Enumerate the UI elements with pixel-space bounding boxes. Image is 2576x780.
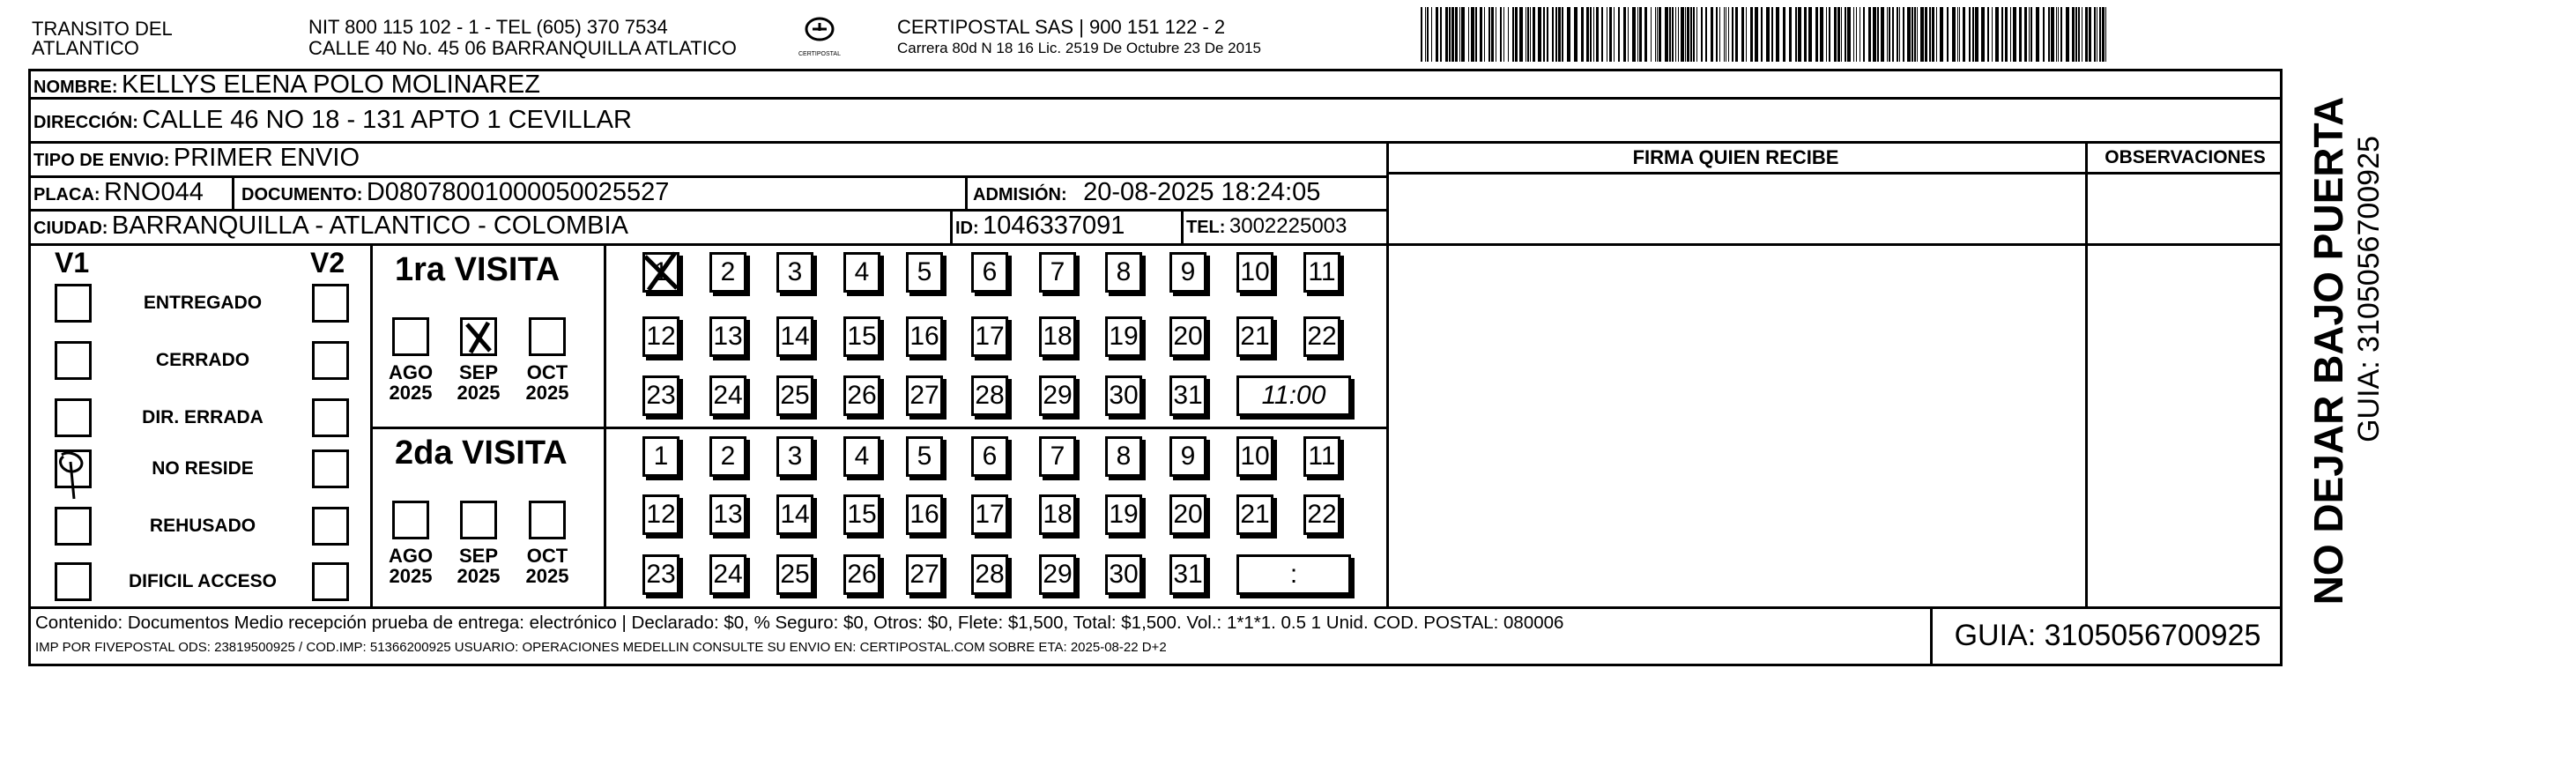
first-visit-day-19[interactable]: 19: [1105, 316, 1142, 357]
side-guia: GUIA: 3105056700925: [2352, 136, 2386, 442]
footer-guia: GUIA: 3105056700925: [1954, 619, 2261, 652]
second-visit-day-14[interactable]: 14: [776, 494, 813, 535]
sender-nit: NIT 800 115 102 - 1 - TEL (605) 370 7534: [308, 16, 668, 38]
recipient-name: KELLYS ELENA POLO MOLINAREZ: [122, 71, 540, 99]
year-label: 2025: [525, 382, 569, 404]
v1-checkbox-rehusado[interactable]: [55, 507, 92, 546]
id-value: 1046337091: [983, 212, 1125, 240]
plate-label: PLACA:: [33, 185, 100, 204]
first-visit-day-11[interactable]: 11: [1303, 252, 1340, 293]
first-visit-day-2[interactable]: 2: [709, 252, 746, 293]
first-visit-month-ago[interactable]: [392, 317, 429, 356]
status-label-no-reside: NO RESIDE: [152, 458, 254, 479]
address-row: [33, 108, 632, 133]
second-visit-day-6[interactable]: 6: [971, 436, 1008, 477]
first-visit-day-31[interactable]: 31: [1169, 375, 1206, 416]
month-label: SEP: [458, 361, 499, 383]
second-visit-day-10[interactable]: 10: [1236, 436, 1273, 477]
name-row: [33, 72, 540, 98]
first-visit-month-oct[interactable]: [529, 317, 566, 356]
second-visit-day-30[interactable]: 30: [1105, 554, 1142, 595]
second-visit-day-23[interactable]: 23: [642, 554, 679, 595]
v1-checkbox-dir-errada[interactable]: [55, 398, 92, 437]
sender-address: CALLE 40 No. 45 06 BARRANQUILLA ATLATICO: [308, 37, 737, 59]
second-visit-day-29[interactable]: 29: [1039, 554, 1076, 595]
first-visit-time-box[interactable]: 11:00: [1236, 375, 1351, 416]
second-visit-day-4[interactable]: 4: [843, 436, 880, 477]
second-visit-day-7[interactable]: 7: [1039, 436, 1076, 477]
first-visit-day-1[interactable]: 1: [642, 252, 679, 293]
plate-row: [33, 180, 204, 205]
month-label: AGO: [388, 361, 434, 383]
second-visit-day-2[interactable]: 2: [709, 436, 746, 477]
carrier-license: Carrera 80d N 18 16 Lic. 2519 De Octubre 23 De 2015: [897, 40, 1261, 56]
tel-value: 3002225003: [1229, 214, 1347, 238]
second-visit-day-21[interactable]: 21: [1236, 494, 1273, 535]
carrier-name: CERTIPOSTAL SAS | 900 151 122 - 2: [897, 16, 1226, 38]
certipostal-logo-icon: [793, 14, 846, 60]
first-visit-day-6[interactable]: 6: [971, 252, 1008, 293]
v2-checkbox-entregado[interactable]: [312, 284, 349, 323]
status-label-entregado: ENTREGADO: [143, 293, 263, 313]
v2-checkbox-dir-errada[interactable]: [312, 398, 349, 437]
name-label: NOMBRE:: [33, 78, 118, 97]
second-visit-day-19[interactable]: 19: [1105, 494, 1142, 535]
second-visit-day-3[interactable]: 3: [776, 436, 813, 477]
first-visit-day-5[interactable]: 5: [906, 252, 943, 293]
shipment-type: PRIMER ENVIO: [173, 144, 360, 172]
first-visit-day-25[interactable]: 25: [776, 375, 813, 416]
first-visit-day-7[interactable]: 7: [1039, 252, 1076, 293]
admission-value: 20-08-2025 18:24:05: [1083, 178, 1321, 206]
first-visit-day-15[interactable]: 15: [843, 316, 880, 357]
month-label: AGO: [388, 545, 434, 567]
tel-label: TEL:: [1186, 218, 1226, 237]
second-visit-day-15[interactable]: 15: [843, 494, 880, 535]
first-visit-day-16[interactable]: 16: [906, 316, 943, 357]
v1-checkbox-cerrado[interactable]: [55, 341, 92, 380]
v2-checkbox-dificil-acceso[interactable]: [312, 562, 349, 601]
second-visit-day-26[interactable]: 26: [843, 554, 880, 595]
status-label-cerrado: CERRADO: [155, 350, 250, 370]
sender-name-line2: ATLANTICO: [32, 37, 139, 59]
sender-name-line1: TRANSITO DEL: [32, 18, 173, 40]
second-visit-day-17[interactable]: 17: [971, 494, 1008, 535]
first-visit-day-9[interactable]: 9: [1169, 252, 1206, 293]
first-visit-day-4[interactable]: 4: [843, 252, 880, 293]
recipient-address: CALLE 46 NO 18 - 131 APTO 1 CEVILLAR: [142, 106, 632, 134]
second-visit-day-12[interactable]: 12: [642, 494, 679, 535]
imp-line: IMP POR FIVEPOSTAL ODS: 23819500925 / COD.IMP: 51366200925 USUARIO: OPERACIONES MEDELLIN CONSULTE SU ENVIO EN: CERTIPOSTAL.COM SOBRE ETA: 2025-08-22 D+2: [35, 640, 1167, 655]
status-label-dificil-acceso: DIFICIL ACCESO: [128, 571, 277, 591]
first-visit-day-30[interactable]: 30: [1105, 375, 1142, 416]
year-label: 2025: [457, 565, 501, 587]
second-visit-day-28[interactable]: 28: [971, 554, 1008, 595]
second-visit-month-ago[interactable]: [392, 501, 429, 539]
second-visit-day-5[interactable]: 5: [906, 436, 943, 477]
document-value: D08078001000050025527: [366, 178, 670, 206]
shipment-type-label: TIPO DE ENVIO:: [33, 151, 170, 170]
first-visit-day-3[interactable]: 3: [776, 252, 813, 293]
city-label: CIUDAD:: [33, 219, 108, 238]
second-visit-day-11[interactable]: 11: [1303, 436, 1340, 477]
first-visit-day-29[interactable]: 29: [1039, 375, 1076, 416]
first-visit-day-13[interactable]: 13: [709, 316, 746, 357]
shipment-type-row: [33, 145, 360, 171]
city-row: [33, 213, 628, 239]
first-visit-day-14[interactable]: 14: [776, 316, 813, 357]
first-visit-day-10[interactable]: 10: [1236, 252, 1273, 293]
id-row: [955, 213, 1125, 239]
second-visit-day-25[interactable]: 25: [776, 554, 813, 595]
admission-row: [973, 180, 1320, 205]
month-label: SEP: [458, 545, 499, 567]
first-visit-day-22[interactable]: 22: [1303, 316, 1340, 357]
month-label: OCT: [526, 361, 568, 383]
no-dejar-warning: NO DEJAR BAJO PUERTA: [2305, 96, 2351, 605]
status-label-rehusado: REHUSADO: [149, 516, 256, 536]
second-visit-label: 2da VISITA: [395, 435, 568, 472]
second-visit-day-20[interactable]: 20: [1169, 494, 1206, 535]
signature-area[interactable]: [1389, 175, 2085, 606]
first-visit-day-27[interactable]: 27: [906, 375, 943, 416]
svg-text:CERTIPOSTAL: CERTIPOSTAL: [798, 51, 841, 57]
first-visit-day-17[interactable]: 17: [971, 316, 1008, 357]
month-label: OCT: [526, 545, 568, 567]
first-visit-day-12[interactable]: 12: [642, 316, 679, 357]
city-value: BARRANQUILLA - ATLANTICO - COLOMBIA: [111, 212, 628, 240]
second-visit-day-24[interactable]: 24: [709, 554, 746, 595]
barcode-icon: [1421, 7, 2112, 62]
second-visit-month-sep[interactable]: [460, 501, 497, 539]
second-visit-day-9[interactable]: 9: [1169, 436, 1206, 477]
second-visit-day-18[interactable]: 18: [1039, 494, 1076, 535]
second-visit-month-oct[interactable]: [529, 501, 566, 539]
second-visit-time-box[interactable]: :: [1236, 554, 1351, 595]
v2-checkbox-no-reside[interactable]: [312, 449, 349, 488]
signature-header: FIRMA QUIEN RECIBE: [1632, 146, 1839, 168]
tel-row: [1186, 216, 1347, 237]
first-visit-day-20[interactable]: 20: [1169, 316, 1206, 357]
status-label-dir-errada: DIR. ERRADA: [142, 407, 264, 427]
first-visit-day-28[interactable]: 28: [971, 375, 1008, 416]
v2-checkbox-rehusado[interactable]: [312, 507, 349, 546]
v1-checkbox-no-reside[interactable]: [55, 449, 92, 488]
document-row: [241, 180, 669, 205]
first-visit-day-21[interactable]: 21: [1236, 316, 1273, 357]
address-label: DIRECCIÓN:: [33, 113, 138, 132]
v2-label: V2: [310, 247, 345, 279]
second-visit-day-16[interactable]: 16: [906, 494, 943, 535]
second-visit-day-27[interactable]: 27: [906, 554, 943, 595]
document-label: DOCUMENTO:: [241, 185, 363, 204]
first-visit-day-24[interactable]: 24: [709, 375, 746, 416]
v1-checkbox-dificil-acceso[interactable]: [55, 562, 92, 601]
contents-line: Contenido: Documentos Medio recepción prueba de entrega: electrónico | Declarado: $0, % Seguro: $0, Otros: $0, Flete: $1,500, Total: $1,500. Vol.: 1*1*1. 0.5 1 Unid. COD. POSTAL: 080006: [35, 613, 1564, 633]
year-label: 2025: [457, 382, 501, 404]
second-visit-day-1[interactable]: 1: [642, 436, 679, 477]
first-visit-day-18[interactable]: 18: [1039, 316, 1076, 357]
first-visit-label: 1ra VISITA: [395, 251, 560, 288]
admission-label: ADMISIÓN:: [973, 185, 1067, 204]
id-label: ID:: [955, 219, 979, 238]
year-label: 2025: [389, 382, 433, 404]
second-visit-day-22[interactable]: 22: [1303, 494, 1340, 535]
second-visit-day-8[interactable]: 8: [1105, 436, 1142, 477]
second-visit-day-31[interactable]: 31: [1169, 554, 1206, 595]
second-visit-day-13[interactable]: 13: [709, 494, 746, 535]
first-visit-month-sep[interactable]: [460, 317, 497, 356]
year-label: 2025: [389, 565, 433, 587]
plate-value: RNO044: [104, 178, 204, 206]
v1-label: V1: [55, 247, 90, 279]
v1-checkbox-entregado[interactable]: [55, 284, 92, 323]
observations-area[interactable]: [2088, 175, 2283, 606]
v2-checkbox-cerrado[interactable]: [312, 341, 349, 380]
first-visit-day-26[interactable]: 26: [843, 375, 880, 416]
first-visit-day-23[interactable]: 23: [642, 375, 679, 416]
year-label: 2025: [525, 565, 569, 587]
observations-header: OBSERVACIONES: [2105, 147, 2266, 167]
first-visit-day-8[interactable]: 8: [1105, 252, 1142, 293]
